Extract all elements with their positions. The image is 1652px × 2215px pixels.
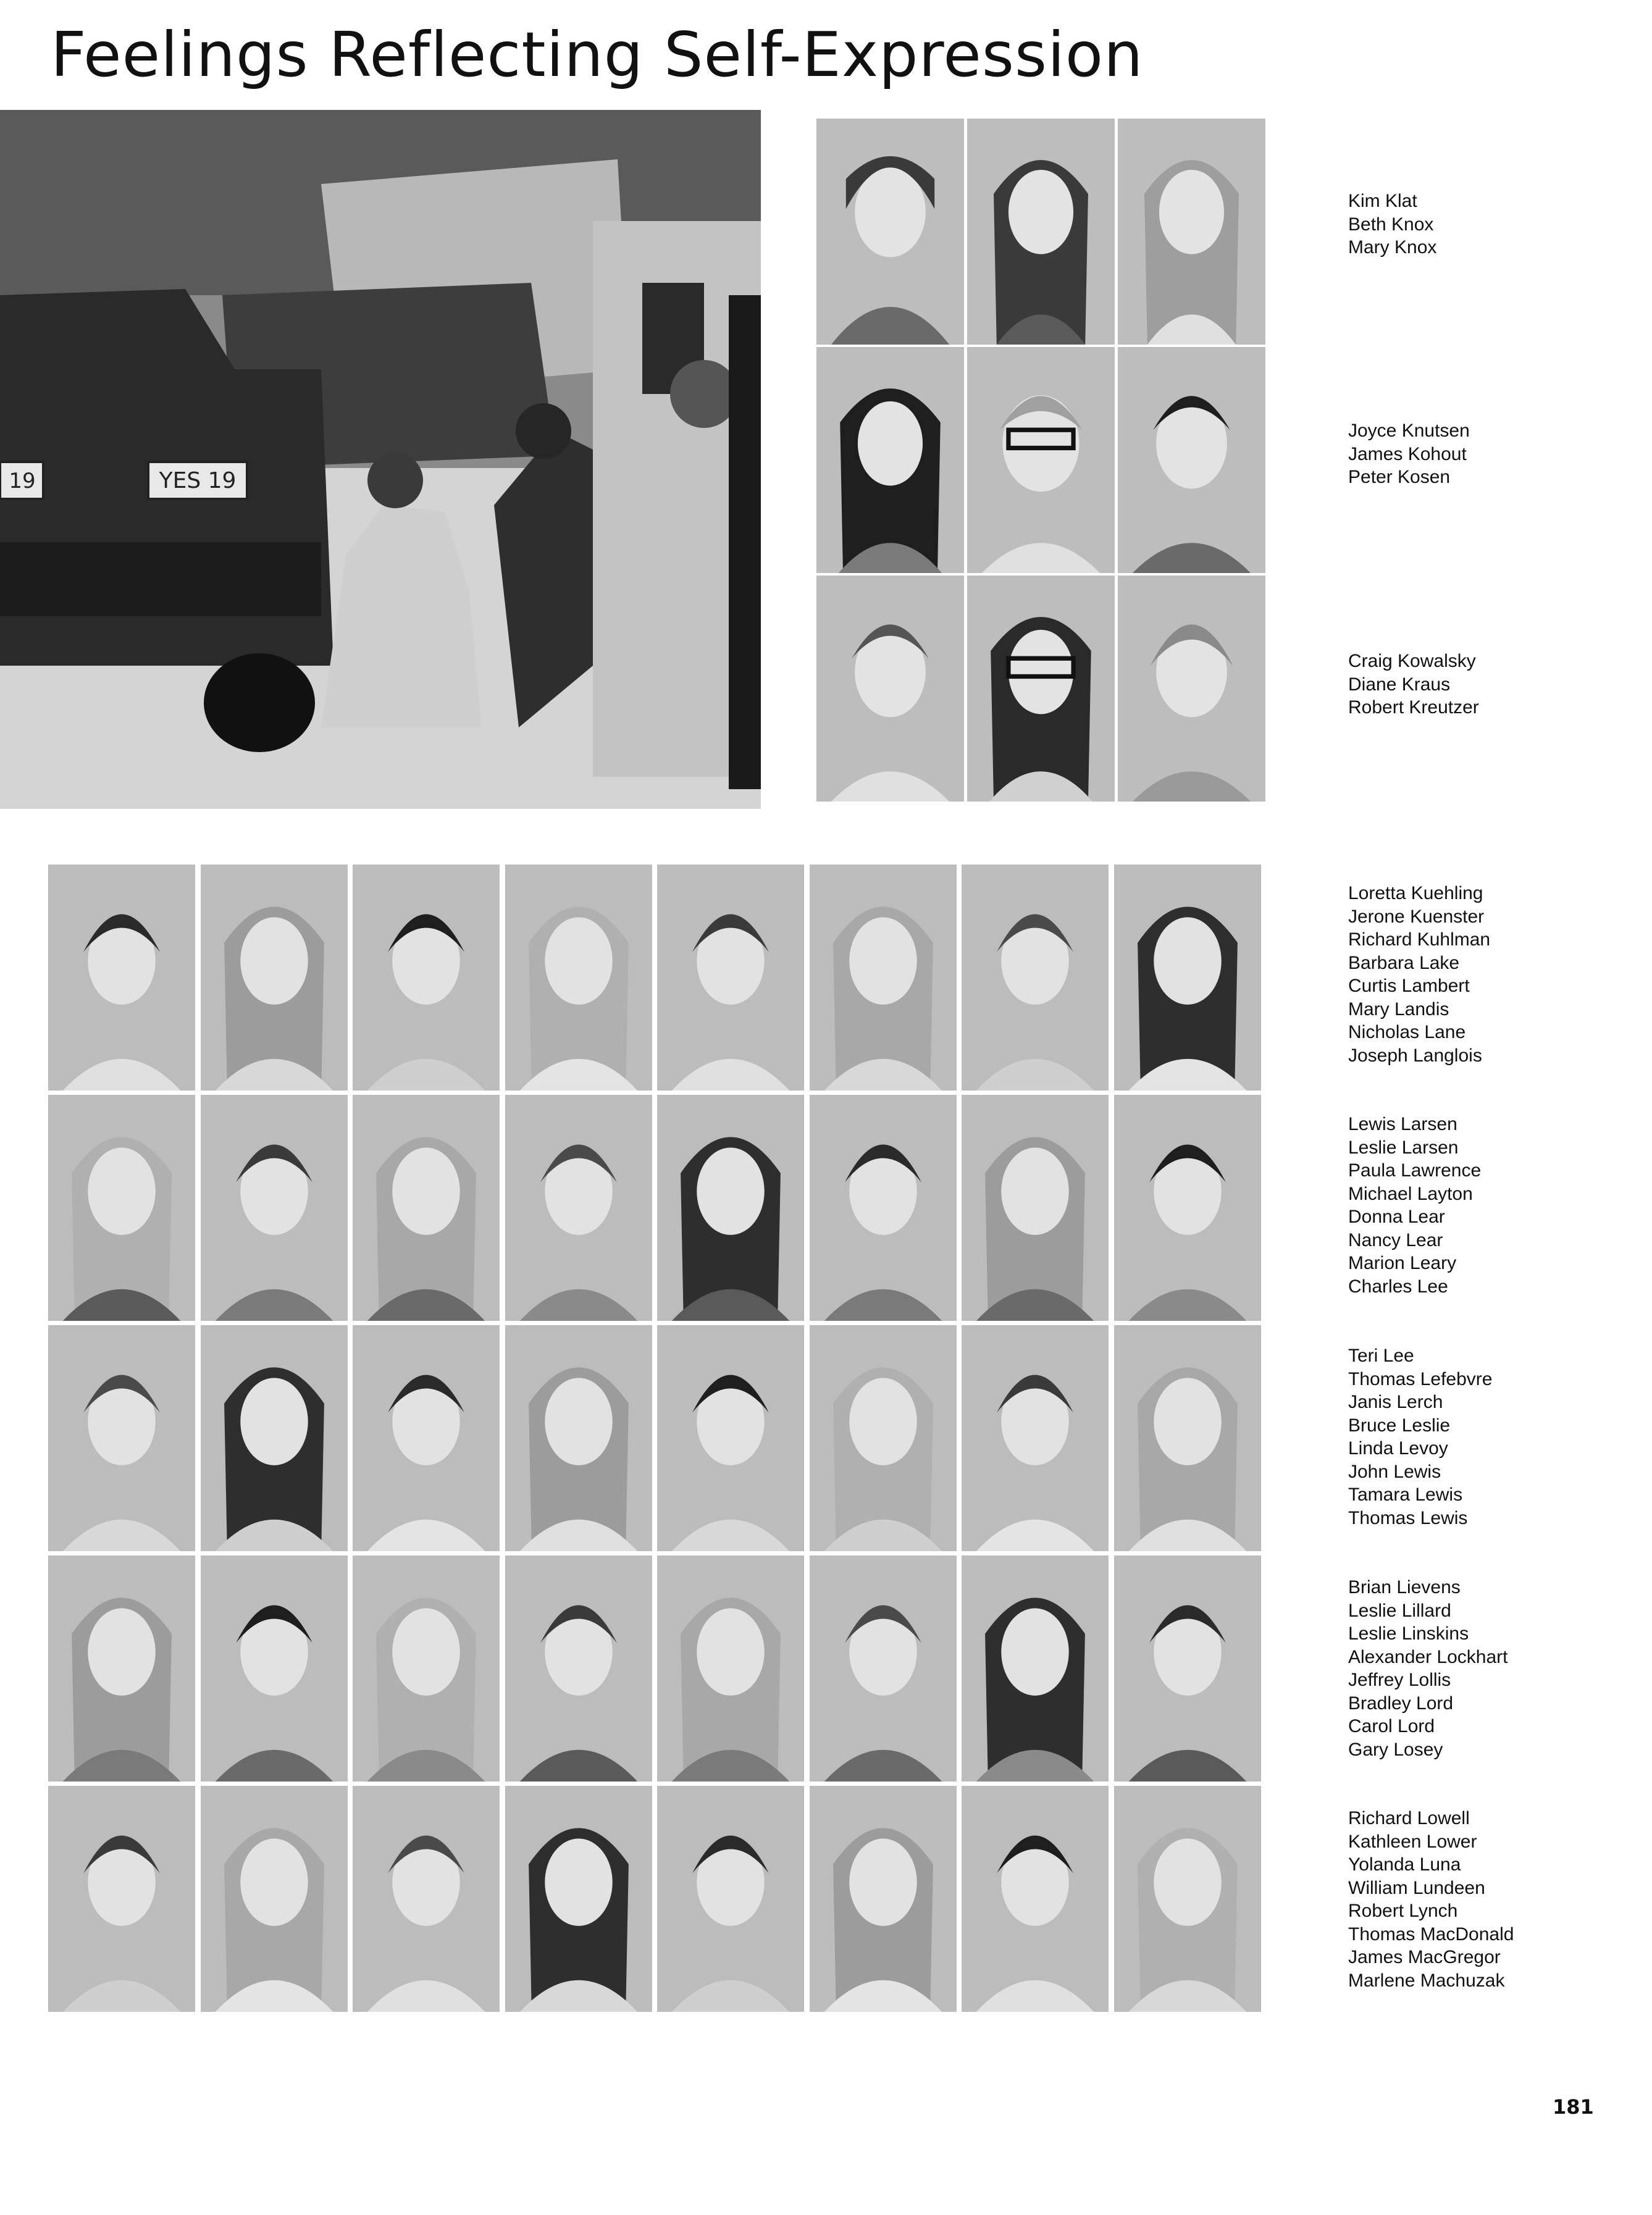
portrait	[201, 1556, 348, 1782]
portrait	[816, 576, 964, 802]
portrait	[505, 1325, 652, 1551]
license-plate-left: 19	[9, 469, 36, 493]
student-name: Michael Layton	[1348, 1183, 1473, 1204]
student-name: Marion Leary	[1348, 1253, 1457, 1273]
portrait	[962, 865, 1109, 1091]
portrait	[201, 865, 348, 1091]
student-name: Bruce Leslie	[1348, 1415, 1451, 1436]
portrait	[810, 865, 957, 1091]
student-name: Thomas Lefebvre	[1348, 1368, 1493, 1389]
portrait	[201, 1095, 348, 1321]
student-name: Nancy Lear	[1348, 1229, 1443, 1250]
portrait	[505, 865, 652, 1091]
portrait	[48, 1786, 195, 2012]
portrait	[962, 1556, 1109, 1782]
portrait	[816, 119, 964, 345]
student-name: Kim Klat	[1348, 191, 1417, 211]
student-name: William Lundeen	[1348, 1877, 1485, 1898]
portrait	[967, 347, 1115, 573]
portrait	[353, 1556, 500, 1782]
student-name: Thomas Lewis	[1348, 1507, 1468, 1528]
portrait	[48, 1325, 195, 1551]
name-list	[1348, 1344, 1492, 1530]
portrait	[657, 1095, 804, 1321]
student-name: Diane Kraus	[1348, 674, 1451, 695]
name-list	[1348, 1576, 1508, 1761]
page-title: Feelings Reflecting Self-Expression	[51, 19, 1144, 91]
student-name: Teri Lee	[1348, 1346, 1414, 1366]
portrait	[201, 1325, 348, 1551]
student-name: Joyce Knutsen	[1348, 421, 1470, 441]
student-name: Thomas MacDonald	[1348, 1924, 1514, 1945]
student-name: Peter Kosen	[1348, 467, 1451, 487]
portrait	[353, 1786, 500, 2012]
student-name: Lewis Larsen	[1348, 1114, 1457, 1134]
student-name: Leslie Lillard	[1348, 1600, 1451, 1621]
portrait	[816, 347, 964, 573]
portrait	[657, 1786, 804, 2012]
student-name: Robert Kreutzer	[1348, 697, 1479, 718]
portrait	[810, 1095, 957, 1321]
name-list	[1348, 650, 1479, 719]
student-name: Nicholas Lane	[1348, 1022, 1466, 1042]
student-name: Richard Lowell	[1348, 1808, 1470, 1828]
student-name: Leslie Linskins	[1348, 1623, 1469, 1644]
student-name: John Lewis	[1348, 1461, 1441, 1482]
student-name: Curtis Lambert	[1348, 976, 1470, 996]
portrait	[1114, 1556, 1261, 1782]
student-name: Loretta Kuehling	[1348, 883, 1483, 903]
student-name: Barbara Lake	[1348, 952, 1460, 973]
student-name: Yolanda Luna	[1348, 1854, 1461, 1875]
portrait	[657, 1556, 804, 1782]
portrait	[962, 1786, 1109, 2012]
student-name: Jeffrey Lollis	[1348, 1670, 1451, 1690]
portrait	[48, 1556, 195, 1782]
student-name: Donna Lear	[1348, 1207, 1445, 1227]
portrait	[505, 1095, 652, 1321]
portrait	[1118, 119, 1265, 345]
page-number: 181	[1553, 2095, 1594, 2119]
student-name: Brian Lievens	[1348, 1577, 1461, 1597]
student-name: Bradley Lord	[1348, 1693, 1454, 1714]
student-name: Jerone Kuenster	[1348, 906, 1485, 927]
portrait	[353, 1095, 500, 1321]
student-name: Beth Knox	[1348, 214, 1434, 235]
portrait	[967, 119, 1115, 345]
portrait	[1118, 576, 1265, 802]
name-list	[1348, 1113, 1481, 1298]
portrait	[1114, 1325, 1261, 1551]
portrait	[810, 1786, 957, 2012]
portrait	[48, 865, 195, 1091]
portrait	[657, 1325, 804, 1551]
portrait	[1114, 865, 1261, 1091]
student-name: James Kohout	[1348, 443, 1467, 464]
student-name: Mary Knox	[1348, 237, 1437, 258]
name-list	[1348, 882, 1490, 1067]
student-name: Robert Lynch	[1348, 1901, 1458, 1921]
student-name: Kathleen Lower	[1348, 1831, 1477, 1852]
portrait	[810, 1556, 957, 1782]
student-name: Janis Lerch	[1348, 1392, 1443, 1412]
name-list	[1348, 419, 1470, 489]
student-name: Paula Lawrence	[1348, 1160, 1482, 1181]
student-name: Linda Levoy	[1348, 1438, 1448, 1459]
student-name: Leslie Larsen	[1348, 1137, 1459, 1158]
student-name: Gary Losey	[1348, 1739, 1443, 1760]
student-name: Alexander Lockhart	[1348, 1646, 1508, 1667]
portrait	[962, 1325, 1109, 1551]
portrait	[353, 1325, 500, 1551]
license-plate-yes: YES 19	[159, 468, 237, 493]
student-name: Carol Lord	[1348, 1716, 1435, 1736]
portrait	[657, 865, 804, 1091]
portrait	[353, 865, 500, 1091]
student-name: James MacGregor	[1348, 1947, 1501, 1967]
portrait	[505, 1556, 652, 1782]
portrait	[810, 1325, 957, 1551]
student-name: Marlene Machuzak	[1348, 1970, 1505, 1991]
portrait	[1118, 347, 1265, 573]
portrait	[962, 1095, 1109, 1321]
student-name: Craig Kowalsky	[1348, 651, 1476, 671]
name-list	[1348, 190, 1436, 259]
name-list	[1348, 1807, 1514, 1992]
portrait	[1114, 1786, 1261, 2012]
student-name: Joseph Langlois	[1348, 1045, 1482, 1066]
portrait	[967, 576, 1115, 802]
feature-photo	[0, 110, 761, 809]
portrait	[1114, 1095, 1261, 1321]
student-name: Mary Landis	[1348, 999, 1449, 1020]
student-name: Richard Kuhlman	[1348, 929, 1491, 950]
student-name: Charles Lee	[1348, 1276, 1448, 1297]
portrait	[201, 1786, 348, 2012]
student-name: Tamara Lewis	[1348, 1484, 1463, 1505]
portrait	[505, 1786, 652, 2012]
portrait	[48, 1095, 195, 1321]
